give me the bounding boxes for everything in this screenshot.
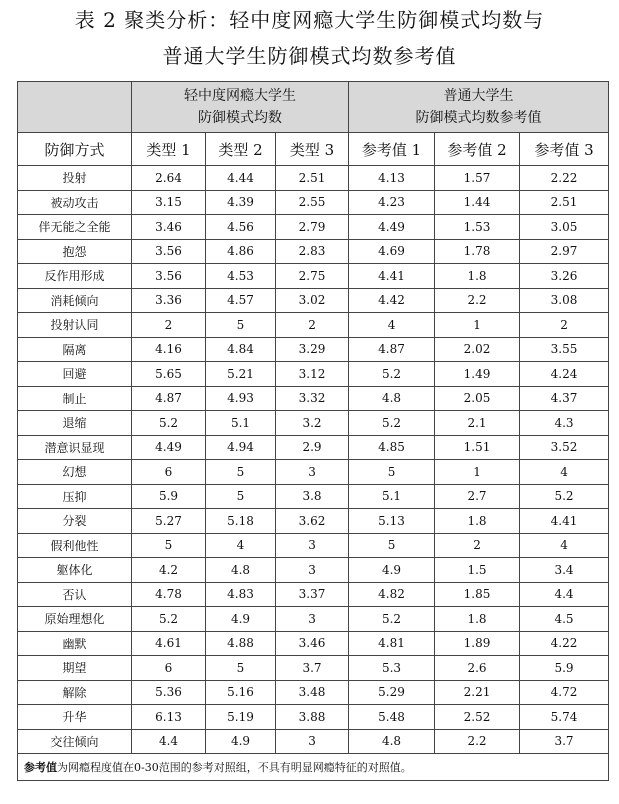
defense-mode-name-cell: 投射认同 [18,313,132,338]
value-cell: 4.83 [206,582,276,607]
value-cell: 4 [349,313,435,338]
value-cell: 3.37 [276,582,349,607]
value-cell: 4.8 [349,729,435,754]
value-cell: 2.1 [435,411,520,436]
value-cell: 1.53 [435,215,520,240]
value-cell: 3 [276,729,349,754]
value-cell: 5.2 [520,484,609,509]
value-cell: 5.2 [349,411,435,436]
value-cell: 4.78 [132,582,206,607]
group-header-addicted-line2: 防御模式均数 [198,110,283,126]
column-header: 类型 2 [206,133,276,166]
value-cell: 4.24 [520,362,609,387]
value-cell: 3.26 [520,264,609,289]
value-cell: 4.49 [132,435,206,460]
table-note [18,754,609,781]
value-cell: 3.55 [520,337,609,362]
value-cell: 1.44 [435,190,520,215]
value-cell: 1.57 [435,166,520,191]
value-cell: 3.62 [276,509,349,534]
value-cell: 2 [520,313,609,338]
table-row [18,631,609,656]
value-cell: 3.15 [132,190,206,215]
value-cell: 5.2 [349,362,435,387]
value-cell: 3.29 [276,337,349,362]
value-cell: 4.8 [349,386,435,411]
value-cell: 2.02 [435,337,520,362]
value-cell: 4.3 [520,411,609,436]
value-cell: 3.7 [520,729,609,754]
table-row [18,166,609,191]
defense-mode-name-cell: 原始理想化 [18,607,132,632]
value-cell: 4 [520,460,609,485]
value-cell: 5.65 [132,362,206,387]
table-row [18,337,609,362]
value-cell: 1.78 [435,239,520,264]
defense-mode-name-cell: 幽默 [18,631,132,656]
value-cell: 4.82 [349,582,435,607]
table-title-line-1: 表 2 聚类分析：轻中度网瘾大学生防御模式均数与 [74,8,545,32]
value-cell: 2 [276,313,349,338]
value-cell: 3.56 [132,264,206,289]
value-cell: 4.88 [206,631,276,656]
table-row [18,288,609,313]
value-cell: 6 [132,460,206,485]
value-cell: 2.22 [520,166,609,191]
table-row [18,680,609,705]
value-cell: 6.13 [132,705,206,730]
value-cell: 1 [435,460,520,485]
value-cell: 3.48 [276,680,349,705]
value-cell: 4.39 [206,190,276,215]
value-cell: 4.41 [349,264,435,289]
table-row [18,435,609,460]
value-cell: 3 [276,607,349,632]
defense-mode-name-cell: 否认 [18,582,132,607]
defense-mode-name-cell: 被动攻击 [18,190,132,215]
defense-mode-name-cell: 解除 [18,680,132,705]
value-cell: 3.2 [276,411,349,436]
defense-mode-table [17,81,609,781]
value-cell: 5 [206,460,276,485]
value-cell: 2.83 [276,239,349,264]
table-row [18,705,609,730]
value-cell: 5 [132,533,206,558]
table-row [18,558,609,583]
value-cell: 3 [276,460,349,485]
value-cell: 4.13 [349,166,435,191]
value-cell: 4.16 [132,337,206,362]
value-cell: 1 [435,313,520,338]
value-cell: 4.22 [520,631,609,656]
group-header-normal-line1: 普通大学生 [443,88,514,104]
value-cell: 5.9 [132,484,206,509]
group-header-row [18,82,609,133]
value-cell: 2.55 [276,190,349,215]
value-cell: 5.3 [349,656,435,681]
value-cell: 2.51 [520,190,609,215]
defense-mode-name-cell: 分裂 [18,509,132,534]
defense-mode-name-cell: 消耗倾向 [18,288,132,313]
value-cell: 2.7 [435,484,520,509]
value-cell: 3.05 [520,215,609,240]
value-cell: 5.2 [132,607,206,632]
value-cell: 5 [206,313,276,338]
value-cell: 4.53 [206,264,276,289]
defense-mode-name-cell: 制止 [18,386,132,411]
defense-mode-name-cell: 假利他性 [18,533,132,558]
value-cell: 4.8 [206,558,276,583]
value-cell: 3.12 [276,362,349,387]
value-cell: 4.49 [349,215,435,240]
defense-mode-name-cell: 躯体化 [18,558,132,583]
value-cell: 1.85 [435,582,520,607]
value-cell: 3 [276,533,349,558]
value-cell: 2.75 [276,264,349,289]
value-cell: 4.85 [349,435,435,460]
value-cell: 5.1 [349,484,435,509]
group-header-addicted [132,82,349,133]
value-cell: 5.13 [349,509,435,534]
value-cell: 2.05 [435,386,520,411]
defense-mode-name-cell: 幻想 [18,460,132,485]
value-cell: 2.97 [520,239,609,264]
value-cell: 4.4 [132,729,206,754]
table-row [18,656,609,681]
value-cell: 4.41 [520,509,609,534]
note-row [18,754,609,781]
defense-mode-name-cell: 期望 [18,656,132,681]
value-cell: 5.36 [132,680,206,705]
defense-mode-name-cell: 抱怨 [18,239,132,264]
value-cell: 4.56 [206,215,276,240]
value-cell: 5 [206,656,276,681]
table-container [17,81,608,781]
value-cell: 5.74 [520,705,609,730]
value-cell: 4.2 [132,558,206,583]
value-cell: 2.9 [276,435,349,460]
value-cell: 4.81 [349,631,435,656]
group-header-addicted-line1: 轻中度网瘾大学生 [184,88,297,104]
defense-mode-name-cell: 潜意识显现 [18,435,132,460]
table-row [18,484,609,509]
value-cell: 4.23 [349,190,435,215]
note-text: 为网瘾程度值在0-30范围的参考对照组，不具有明显网瘾特征的对照值。 [57,761,412,774]
value-cell: 3.56 [132,239,206,264]
value-cell: 3.36 [132,288,206,313]
value-cell: 5.18 [206,509,276,534]
value-cell: 4.42 [349,288,435,313]
group-header-empty [18,82,132,133]
column-header: 类型 3 [276,133,349,166]
value-cell: 2.79 [276,215,349,240]
value-cell: 5 [349,533,435,558]
value-cell: 4.9 [349,558,435,583]
defense-mode-name-cell: 伴无能之全能 [18,215,132,240]
table-row [18,190,609,215]
value-cell: 5.21 [206,362,276,387]
table-title-line-2: 普通大学生防御模式均数参考值 [162,44,457,68]
column-header-row [18,133,609,166]
table-row [18,386,609,411]
table-row [18,582,609,607]
value-cell: 4.86 [206,239,276,264]
defense-mode-name-cell: 升华 [18,705,132,730]
value-cell: 3.08 [520,288,609,313]
value-cell: 3.02 [276,288,349,313]
value-cell: 4.57 [206,288,276,313]
value-cell: 5.1 [206,411,276,436]
table-row [18,239,609,264]
defense-mode-name-cell: 隔离 [18,337,132,362]
value-cell: 1.8 [435,607,520,632]
value-cell: 5.48 [349,705,435,730]
value-cell: 3.46 [276,631,349,656]
value-cell: 4.4 [520,582,609,607]
value-cell: 6 [132,656,206,681]
defense-mode-name-cell: 回避 [18,362,132,387]
defense-mode-name-cell: 退缩 [18,411,132,436]
value-cell: 1.49 [435,362,520,387]
value-cell: 2.52 [435,705,520,730]
table-row [18,729,609,754]
value-cell: 1.8 [435,264,520,289]
value-cell: 2 [435,533,520,558]
value-cell: 2.51 [276,166,349,191]
table-row [18,411,609,436]
value-cell: 2.2 [435,729,520,754]
note-bold-term: 参考值 [24,761,57,774]
column-header: 参考值 3 [520,133,609,166]
value-cell: 4.61 [132,631,206,656]
table-row [18,533,609,558]
value-cell: 4.87 [132,386,206,411]
value-cell: 5.9 [520,656,609,681]
table-row [18,215,609,240]
value-cell: 3.8 [276,484,349,509]
value-cell: 4 [520,533,609,558]
defense-mode-name-cell: 投射 [18,166,132,191]
value-cell: 3.4 [520,558,609,583]
value-cell: 3.46 [132,215,206,240]
value-cell: 2.64 [132,166,206,191]
value-cell: 5.16 [206,680,276,705]
value-cell: 5.27 [132,509,206,534]
value-cell: 3.7 [276,656,349,681]
table-row [18,313,609,338]
value-cell: 2.2 [435,288,520,313]
table-row [18,264,609,289]
value-cell: 3 [276,558,349,583]
value-cell: 4.94 [206,435,276,460]
value-cell: 4.9 [206,607,276,632]
value-cell: 4.84 [206,337,276,362]
table-row [18,607,609,632]
column-header: 参考值 1 [349,133,435,166]
value-cell: 4 [206,533,276,558]
value-cell: 3.88 [276,705,349,730]
value-cell: 5 [206,484,276,509]
table-row [18,460,609,485]
value-cell: 4.87 [349,337,435,362]
column-header: 参考值 2 [435,133,520,166]
value-cell: 4.69 [349,239,435,264]
table-row [18,509,609,534]
column-header: 防御方式 [18,133,132,166]
value-cell: 5.19 [206,705,276,730]
value-cell: 5.2 [349,607,435,632]
value-cell: 1.5 [435,558,520,583]
value-cell: 4.9 [206,729,276,754]
value-cell: 5 [349,460,435,485]
value-cell: 2.6 [435,656,520,681]
column-header: 类型 1 [132,133,206,166]
value-cell: 1.8 [435,509,520,534]
defense-mode-name-cell: 反作用形成 [18,264,132,289]
value-cell: 2.21 [435,680,520,705]
value-cell: 4.72 [520,680,609,705]
value-cell: 3.52 [520,435,609,460]
value-cell: 2 [132,313,206,338]
defense-mode-name-cell: 交往倾向 [18,729,132,754]
value-cell: 4.5 [520,607,609,632]
value-cell: 4.37 [520,386,609,411]
value-cell: 3.32 [276,386,349,411]
value-cell: 1.51 [435,435,520,460]
defense-mode-name-cell: 压抑 [18,484,132,509]
value-cell: 5.29 [349,680,435,705]
value-cell: 4.93 [206,386,276,411]
value-cell: 1.89 [435,631,520,656]
value-cell: 4.44 [206,166,276,191]
table-row [18,362,609,387]
group-header-normal-line2: 防御模式均数参考值 [415,110,542,126]
value-cell: 5.2 [132,411,206,436]
group-header-normal [349,82,609,133]
